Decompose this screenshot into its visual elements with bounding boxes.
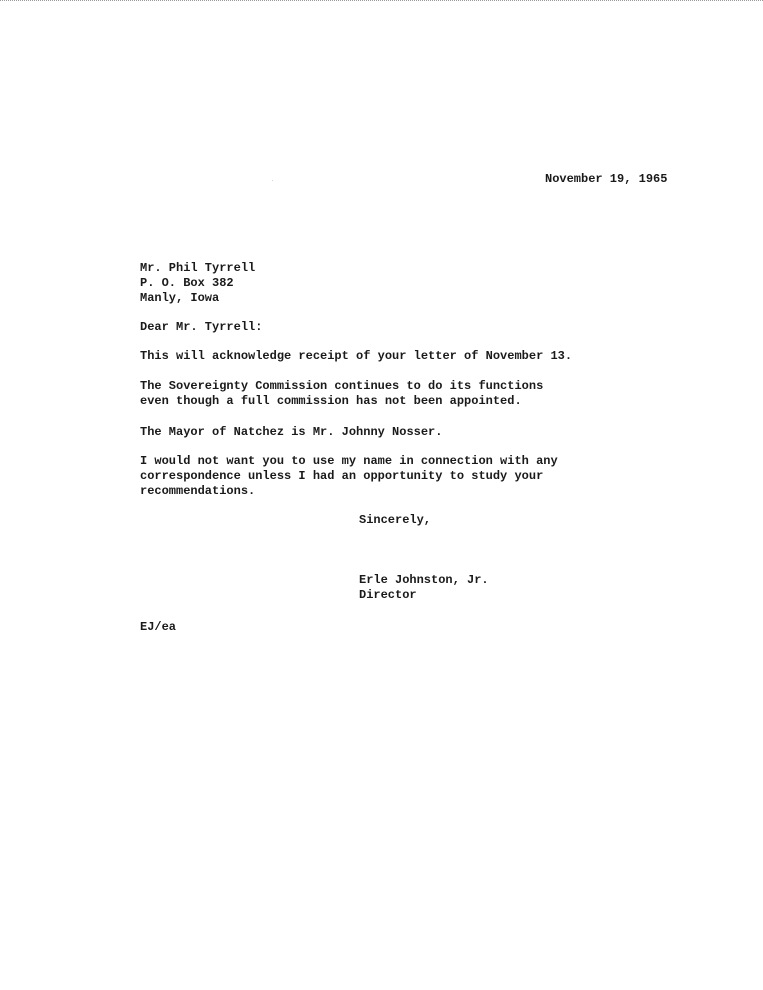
closing: Sincerely, (359, 513, 432, 527)
signer-title: Director (359, 588, 417, 602)
letter-date: November 19, 1965 (545, 172, 668, 186)
recipient-address-line1: P. O. Box 382 (140, 276, 234, 290)
paragraph-4-line-2: correspondence unless I had an opportunity to study your (140, 469, 544, 483)
paragraph-4-line-3: recommendations. (140, 484, 256, 498)
paragraph-2-line-1: The Sovereignty Commission continues to do its functions (140, 379, 544, 393)
salutation: Dear Mr. Tyrrell: (140, 320, 263, 334)
paragraph-2-line-2: even though a full commission has not been appointed. (140, 394, 522, 408)
signer-name: Erle Johnston, Jr. (359, 573, 489, 587)
page-top-perforation (0, 0, 763, 1)
recipient-name: Mr. Phil Tyrrell (140, 261, 256, 275)
paper-speck (272, 180, 273, 181)
paragraph-1-line-1: This will acknowledge receipt of your letter of November 13. (140, 349, 573, 363)
paragraph-4-line-1: I would not want you to use my name in connection with any (140, 454, 558, 468)
paragraph-3-line-1: The Mayor of Natchez is Mr. Johnny Nosser. (140, 425, 443, 439)
recipient-address-line2: Manly, Iowa (140, 291, 220, 305)
reference-initials: EJ/ea (140, 620, 177, 634)
